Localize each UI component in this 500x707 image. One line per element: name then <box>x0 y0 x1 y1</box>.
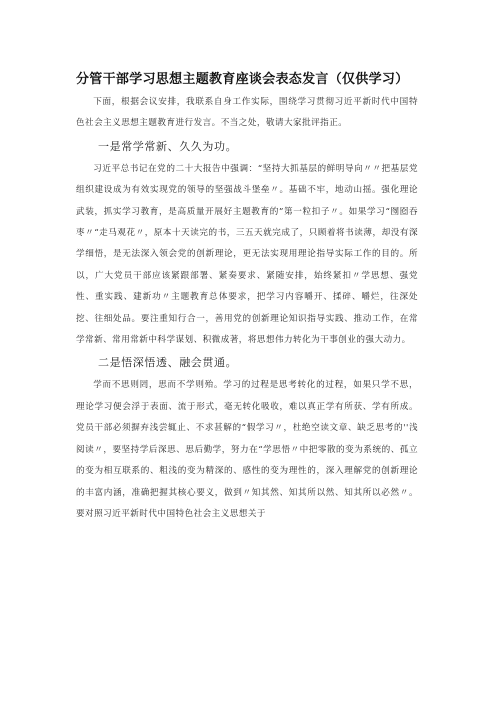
section-2-heading: 二是悟深悟透、融会贯通。 <box>98 356 238 370</box>
section-1-heading: 一是常学常新、久久为功。 <box>98 139 238 153</box>
document-title: 分管干部学习思想主题教育座谈会表态发言（仅供学习） <box>76 72 409 87</box>
document-body <box>76 92 418 525</box>
section-1-paragraph: 习近平总书记在党的二十大报告中强调：“坚持大抓基层的鲜明导向〃〃把基层党组织建设成为有效实现党的领导的坚强战斗堡垒〃。基础不牢，地动山摇。强化理论武装，抓实学习教育，是高质量开展好主题教育的”第一粒扣子〃。如果学习“囫囵吞枣〃“走马观花〃，原本十天读完的书，三五天就完成了，只顾着将书读薄，却没有深学细悟，是无法深入领会党的创新理论，更无法实现用理论指导实际工作的目的。所以，广大党员干部应该紧跟部署、紧奏要求、紧随安排，始终紧扣〃学思想、强党性、重实践、建新功〃主题教育总体要求，把学习内容嚼开、揉碎、嚼烂，往深处挖、往细处品。要注重知行合一，善用党的创新理论知识指导实践、推动工作，在常学常新、常用常新中科学谋划、积微成著，将思想伟力转化为干事创业的强大动力。 <box>76 163 418 346</box>
section-2-paragraph: 学而不思则罔，思而不学则殆。学习的过程是思考转化的过程，如果只学不思，理论学习便会浮于表面、流于形式，毫无转化吸收，难以真正学有所获、学有所成。党员干部必须摒弃浅尝辄止、不求甚解的“假学习〃，杜绝空读文章、缺乏思考的''浅阅读〃，要坚持学后深思、思后勤学，努力在“学思悟〃中把零散的变为系统的、孤立的变为相互联系的、粗浅的变为精深的、感性的变为理性的，深入理解党的创新理论的丰富内涵，准确把握其核心要义，做到〃知其然、知其所以然、知其所以必然〃。要对照习近平新时代中国特色社会主义思想关于 <box>76 380 418 519</box>
intro-paragraph: 下面，根据会议安排，我联系自身工作实际，围绕学习贯彻习近平新时代中国特色社会主义思想主题教育进行发言。不当之处，敬请大家批评指正。 <box>76 97 418 129</box>
